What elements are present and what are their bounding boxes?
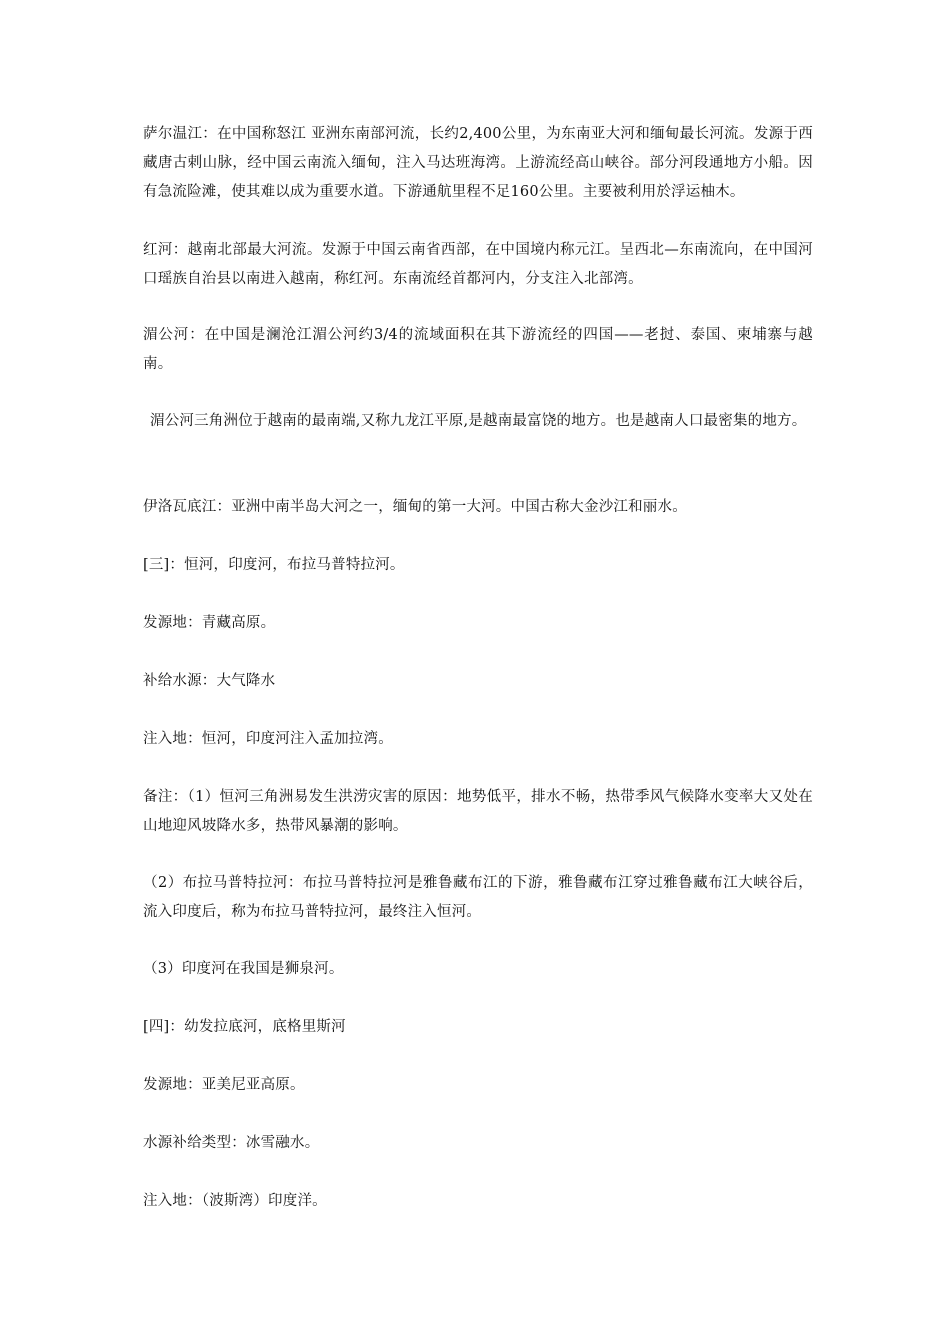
source-line-3: 发源地：青藏高原。 (143, 615, 276, 631)
paragraph-red-river: 红河：越南北部最大河流。发源于中国云南省西部，在中国境内称元江。呈西北—东南流向，在中国河口瑶族自治县以南进入越南，称红河。东南流经首都河内，分支注入北部湾。 (143, 242, 813, 287)
outlet-line-3: 注入地：恒河，印度河注入孟加拉湾。 (143, 731, 393, 747)
section-heading-4: [四]：幼发拉底河，底格里斯河 (143, 1019, 346, 1035)
section-heading-3: [三]：恒河，印度河，布拉马普特拉河。 (143, 557, 405, 573)
paragraph-salween: 萨尔温江：在中国称怒江 亚洲东南部河流，长约2,400公里，为东南亚大河和缅甸最长河流。发源于西藏唐古剌山脉，经中国云南流入缅甸，注入马达班海湾。上游流经高山峡谷。部分河段通地方小船。因有急流险滩，使其难以成为重要水道。下游通航里程不足160公里。主要被利用於浮运柚木。 (143, 126, 813, 200)
supply-line-3: 补给水源：大气降水 (143, 673, 276, 689)
supply-line-4: 水源补给类型：冰雪融水。 (143, 1135, 320, 1151)
note-paragraph-1: 备注：（1）恒河三角洲易发生洪涝灾害的原因：地势低平，排水不畅，热带季风气候降水变率大又处在山地迎风坡降水多，热带风暴潮的影响。 (143, 789, 813, 834)
outlet-line-4: 注入地：（波斯湾）印度洋。 (143, 1193, 327, 1209)
note-paragraph-2: （2）布拉马普特拉河：布拉马普特拉河是雅鲁藏布江的下游，雅鲁藏布江穿过雅鲁藏布江大峡谷后，流入印度后，称为布拉马普特拉河，最终注入恒河。 (143, 875, 813, 920)
paragraph-irrawaddy: 伊洛瓦底江：亚洲中南半岛大河之一，缅甸的第一大河。中国古称大金沙江和丽水。 (143, 499, 687, 515)
source-line-4: 发源地：亚美尼亚高原。 (143, 1077, 305, 1093)
paragraph-mekong: 湄公河：在中国是澜沧江湄公河约3/4的流域面积在其下游流经的四国——老挝、泰国、柬埔寨与越南。 (143, 327, 813, 372)
paragraph-mekong-delta: 湄公河三角洲位于越南的最南端,又称九龙江平原,是越南最富饶的地方。也是越南人口最密集的地方。 (150, 413, 807, 429)
note-paragraph-3: （3）印度河在我国是狮泉河。 (143, 961, 344, 977)
